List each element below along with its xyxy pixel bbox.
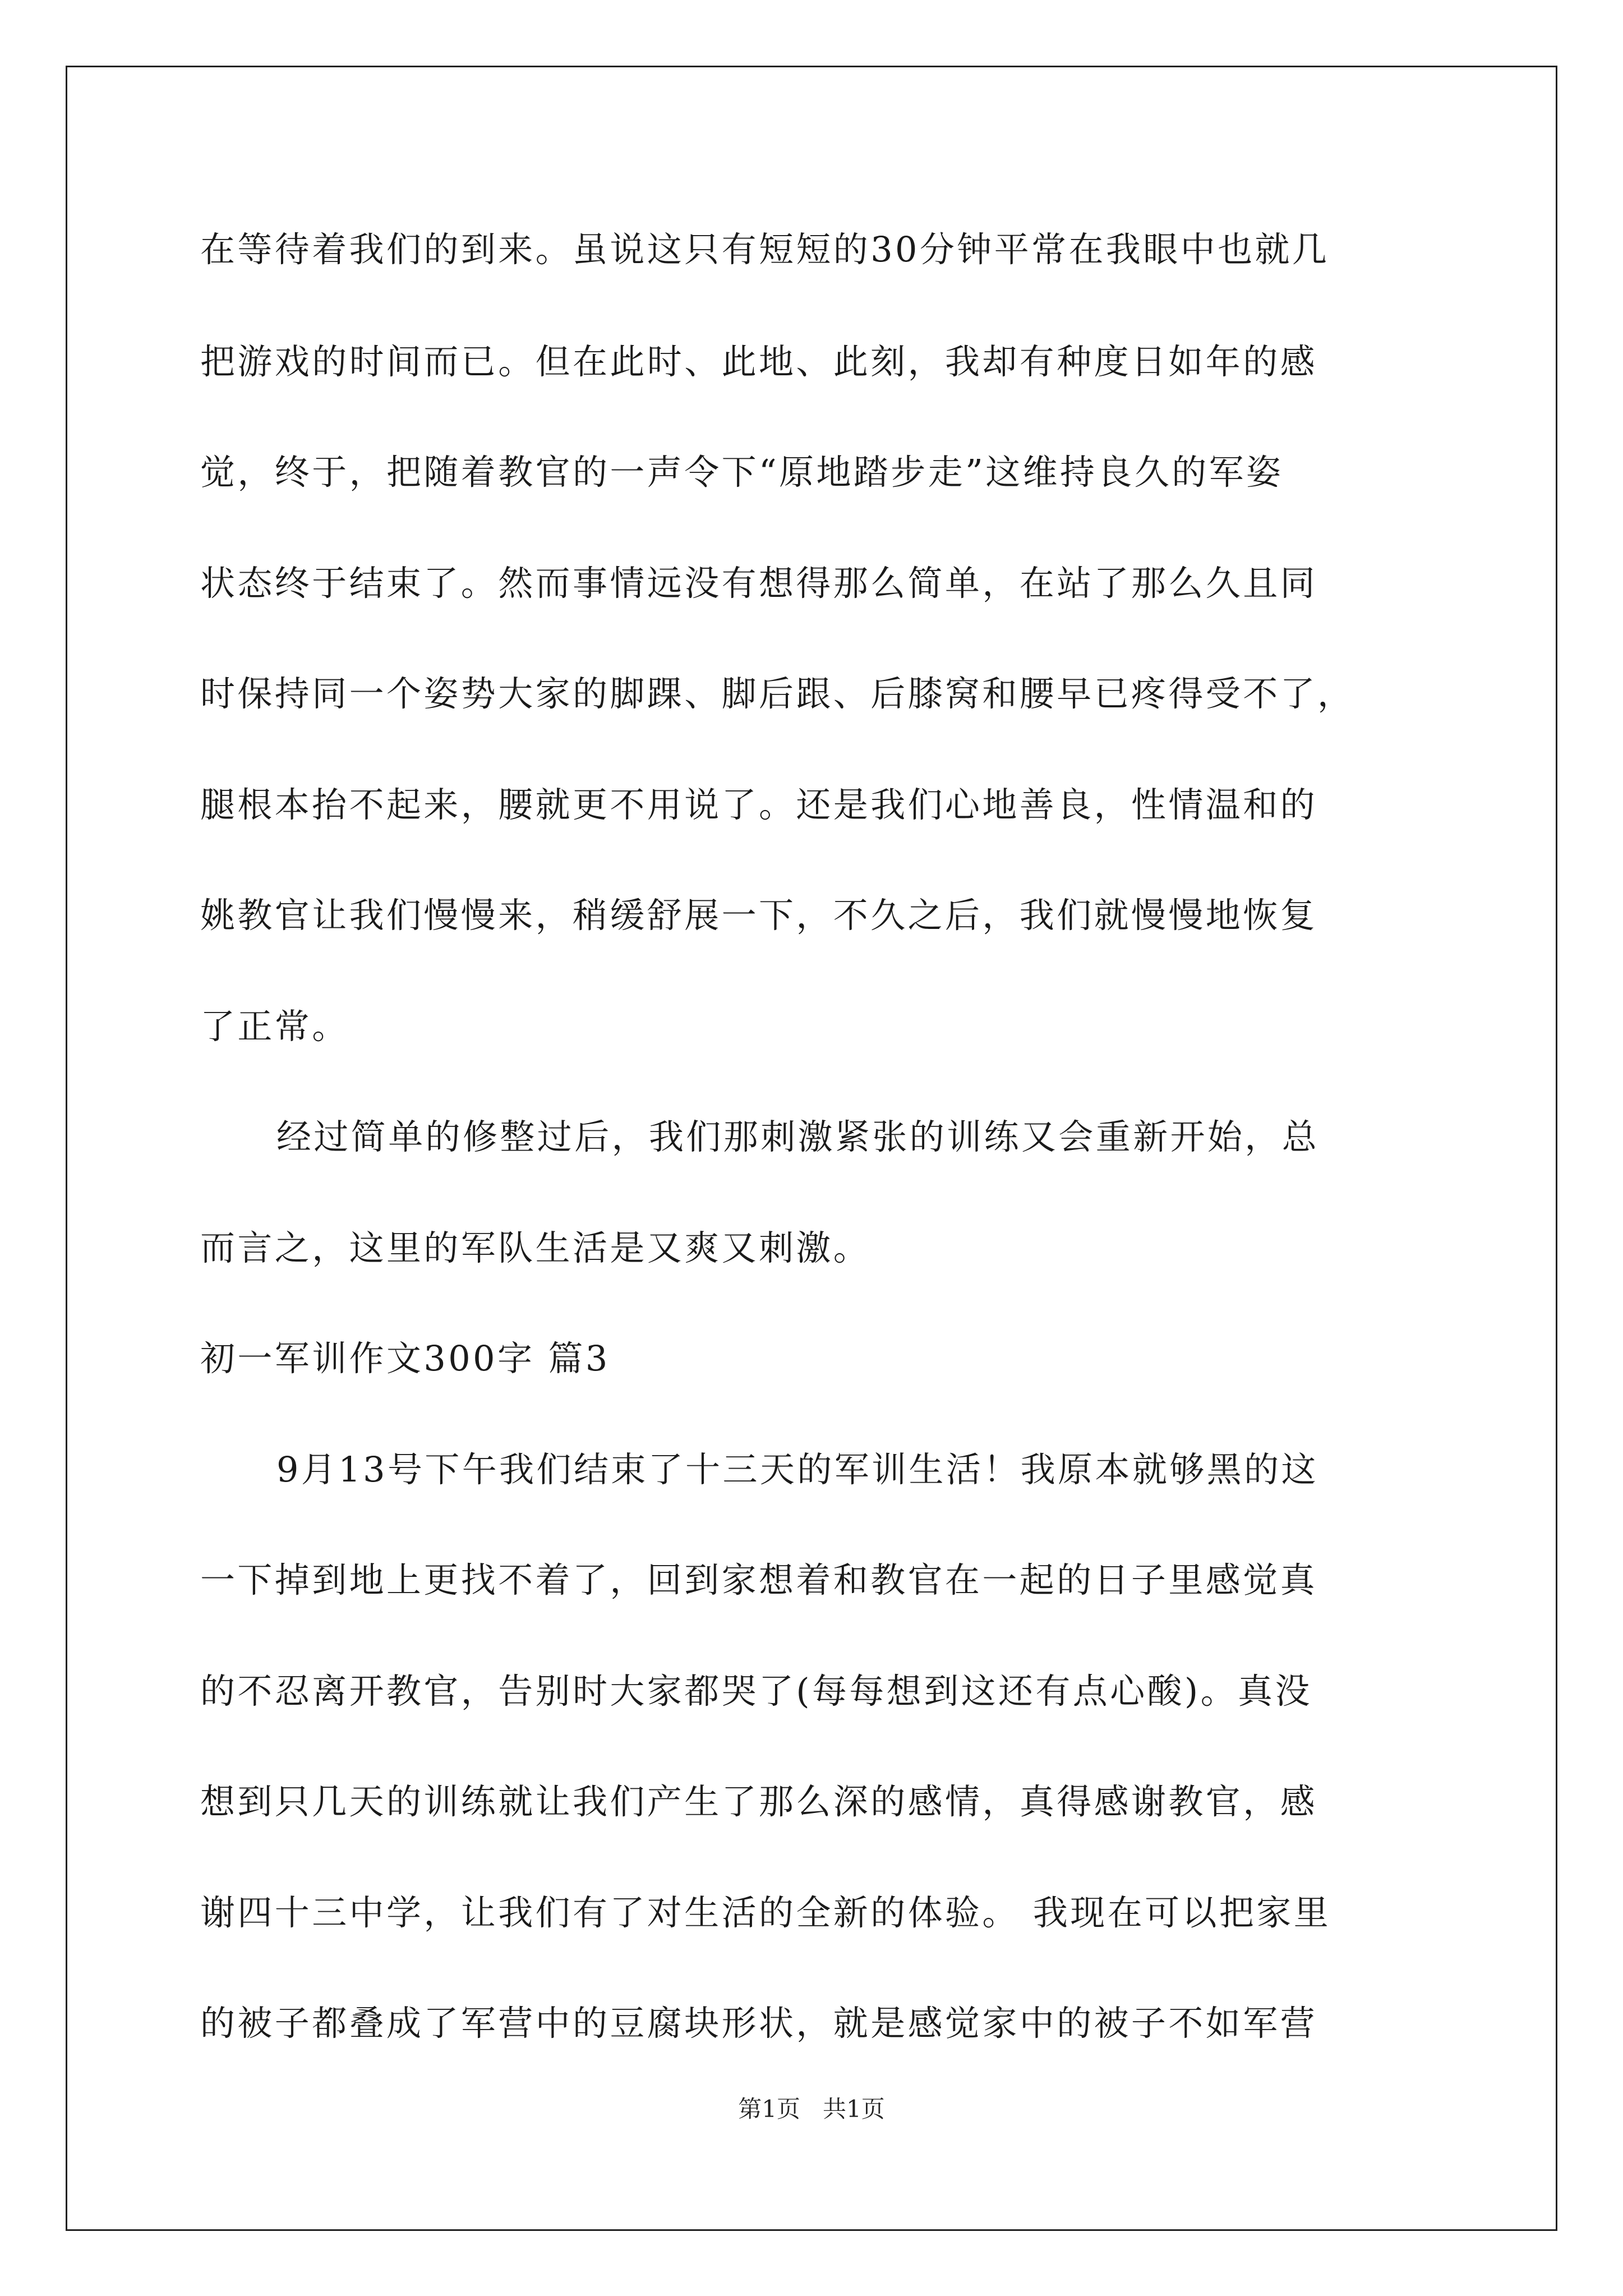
paragraph-line: 姚教官让我们慢慢来，稍缓舒展一下，不久之后，我们就慢慢地恢复 bbox=[200, 895, 1318, 936]
paragraph-line: 状态终于结束了。然而事情远没有想得那么简单，在站了那么久且同 bbox=[200, 563, 1318, 604]
paragraph-line: 腿根本抬不起来，腰就更不用说了。还是我们心地善良，性情温和的 bbox=[200, 784, 1318, 825]
paragraph-line: 的不忍离开教官，告别时大家都哭了(每每想到这还有点心酸)。真没 bbox=[200, 1671, 1312, 1711]
paragraph-line: 谢四十三中学，让我们有了对生活的全新的体验。 我现在可以把家里 bbox=[200, 1892, 1331, 1933]
paragraph-line: 9月13号下午我们结束了十三天的军训生活！我原本就够黑的这 bbox=[276, 1449, 1318, 1490]
paragraph-line: 把游戏的时间而已。但在此时、此地、此刻，我却有种度日如年的感 bbox=[200, 341, 1318, 382]
paragraph-line: 在等待着我们的到来。虽说这只有短短的30分钟平常在我眼中也就几 bbox=[200, 229, 1330, 270]
paragraph-line: 觉，终于，把随着教官的一声令下“原地踏步走”这维持良久的军姿 bbox=[200, 452, 1284, 493]
page-number-footer: 第1页 共1页 bbox=[738, 2095, 885, 2123]
paragraph-line: 而言之，这里的军队生活是又爽又刺激。 bbox=[200, 1227, 871, 1268]
paragraph-line: 经过简单的修整过后，我们那刺激紧张的训练又会重新开始，总 bbox=[276, 1116, 1320, 1157]
section-heading: 初一军训作文300字 篇3 bbox=[200, 1338, 610, 1379]
paragraph-line: 时保持同一个姿势大家的脚踝、脚后跟、后膝窝和腰早已疼得受不了， bbox=[200, 673, 1355, 714]
paragraph-line: 了正常。 bbox=[200, 1006, 349, 1047]
paragraph-line: 一下掉到地上更找不着了，回到家想着和教官在一起的日子里感觉真 bbox=[200, 1559, 1318, 1600]
paragraph-line: 的被子都叠成了军营中的豆腐块形状，就是感觉家中的被子不如军营 bbox=[200, 2003, 1318, 2044]
paragraph-line: 想到只几天的训练就让我们产生了那么深的感情，真得感谢教官，感 bbox=[200, 1781, 1318, 1822]
